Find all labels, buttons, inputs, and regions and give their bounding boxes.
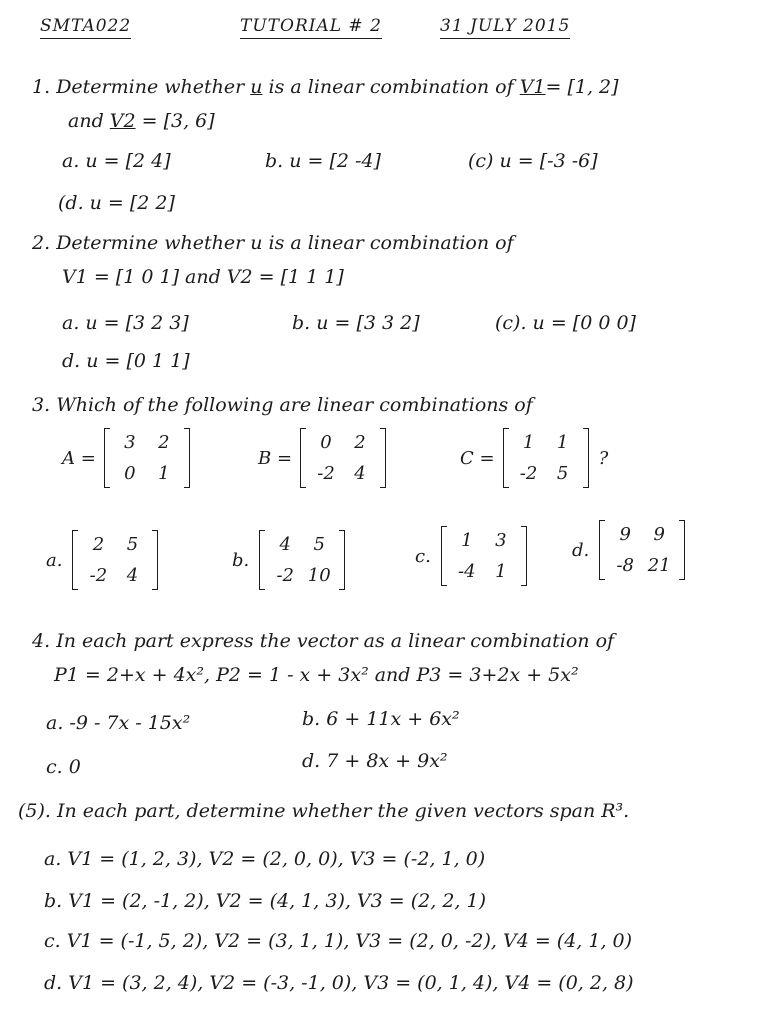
q2-part-d: d. u = [0 1 1] <box>62 350 190 372</box>
q4-part-c: c. 0 <box>46 756 81 778</box>
q5-part-b: b. V1 = (2, -1, 2), V2 = (4, 1, 3), V3 = (2, 2, 1) <box>44 890 486 912</box>
q1-part-a: a. u = [2 4] <box>62 150 171 172</box>
tutorial-title: TUTORIAL # 2 <box>240 16 382 36</box>
q5-statement: (5). In each part, determine whether the given vectors span R³. <box>18 800 630 822</box>
q1-statement: 1. Determine whether u is a linear combination of V1= [1, 2] <box>32 76 619 98</box>
q4-part-b: b. 6 + 11x + 6x² <box>302 708 460 730</box>
q1-statement-cont: and V2 = [3, 6] <box>68 110 215 132</box>
q4-polynomials: P1 = 2+x + 4x², P2 = 1 - x + 3x² and P3 = 3+2x + 5x² <box>54 664 579 686</box>
q5-part-c: c. V1 = (-1, 5, 2), V2 = (3, 1, 1), V3 = (2, 0, -2), V4 = (4, 1, 0) <box>44 930 633 952</box>
q5-part-d: d. V1 = (3, 2, 4), V2 = (-3, -1, 0), V3 = (0, 1, 4), V4 = (0, 2, 8) <box>44 972 634 994</box>
q3-statement: 3. Which of the following are linear combinations of <box>32 394 533 416</box>
q4-part-a: a. -9 - 7x - 15x² <box>46 712 191 734</box>
q2-statement: 2. Determine whether u is a linear combination of <box>32 232 514 254</box>
q3-option-a: a. 2 5 -2 4 <box>46 530 158 590</box>
q4-statement: 4. In each part express the vector as a linear combination of <box>32 630 615 652</box>
tutorial-date: 31 JULY 2015 <box>440 16 570 36</box>
matrix-B: B = 0 2 -2 4 <box>258 428 386 488</box>
q1-part-c: (c) u = [-3 -6] <box>468 150 598 172</box>
course-code: SMTA022 <box>40 16 131 36</box>
q4-part-d: d. 7 + 8x + 9x² <box>302 750 448 772</box>
q1-part-b: b. u = [2 -4] <box>265 150 381 172</box>
q1-part-d: (d. u = [2 2] <box>58 192 175 214</box>
matrix-C: C = 1 1 -2 5 ? <box>460 428 608 488</box>
q3-option-d: d. 9 9 -8 21 <box>572 520 685 580</box>
q3-option-c: c. 1 3 -4 1 <box>415 526 527 586</box>
q3-option-b: b. 4 5 -2 10 <box>232 530 345 590</box>
q2-part-c: (c). u = [0 0 0] <box>495 312 636 334</box>
matrix-A: A = 3 2 0 1 <box>62 428 190 488</box>
q3-question-mark: ? <box>598 447 609 469</box>
q2-part-b: b. u = [3 3 2] <box>292 312 420 334</box>
q2-part-a: a. u = [3 2 3] <box>62 312 189 334</box>
q5-part-a: a. V1 = (1, 2, 3), V2 = (2, 0, 0), V3 = (-2, 1, 0) <box>44 848 486 870</box>
q2-vectors: V1 = [1 0 1] and V2 = [1 1 1] <box>62 266 344 288</box>
